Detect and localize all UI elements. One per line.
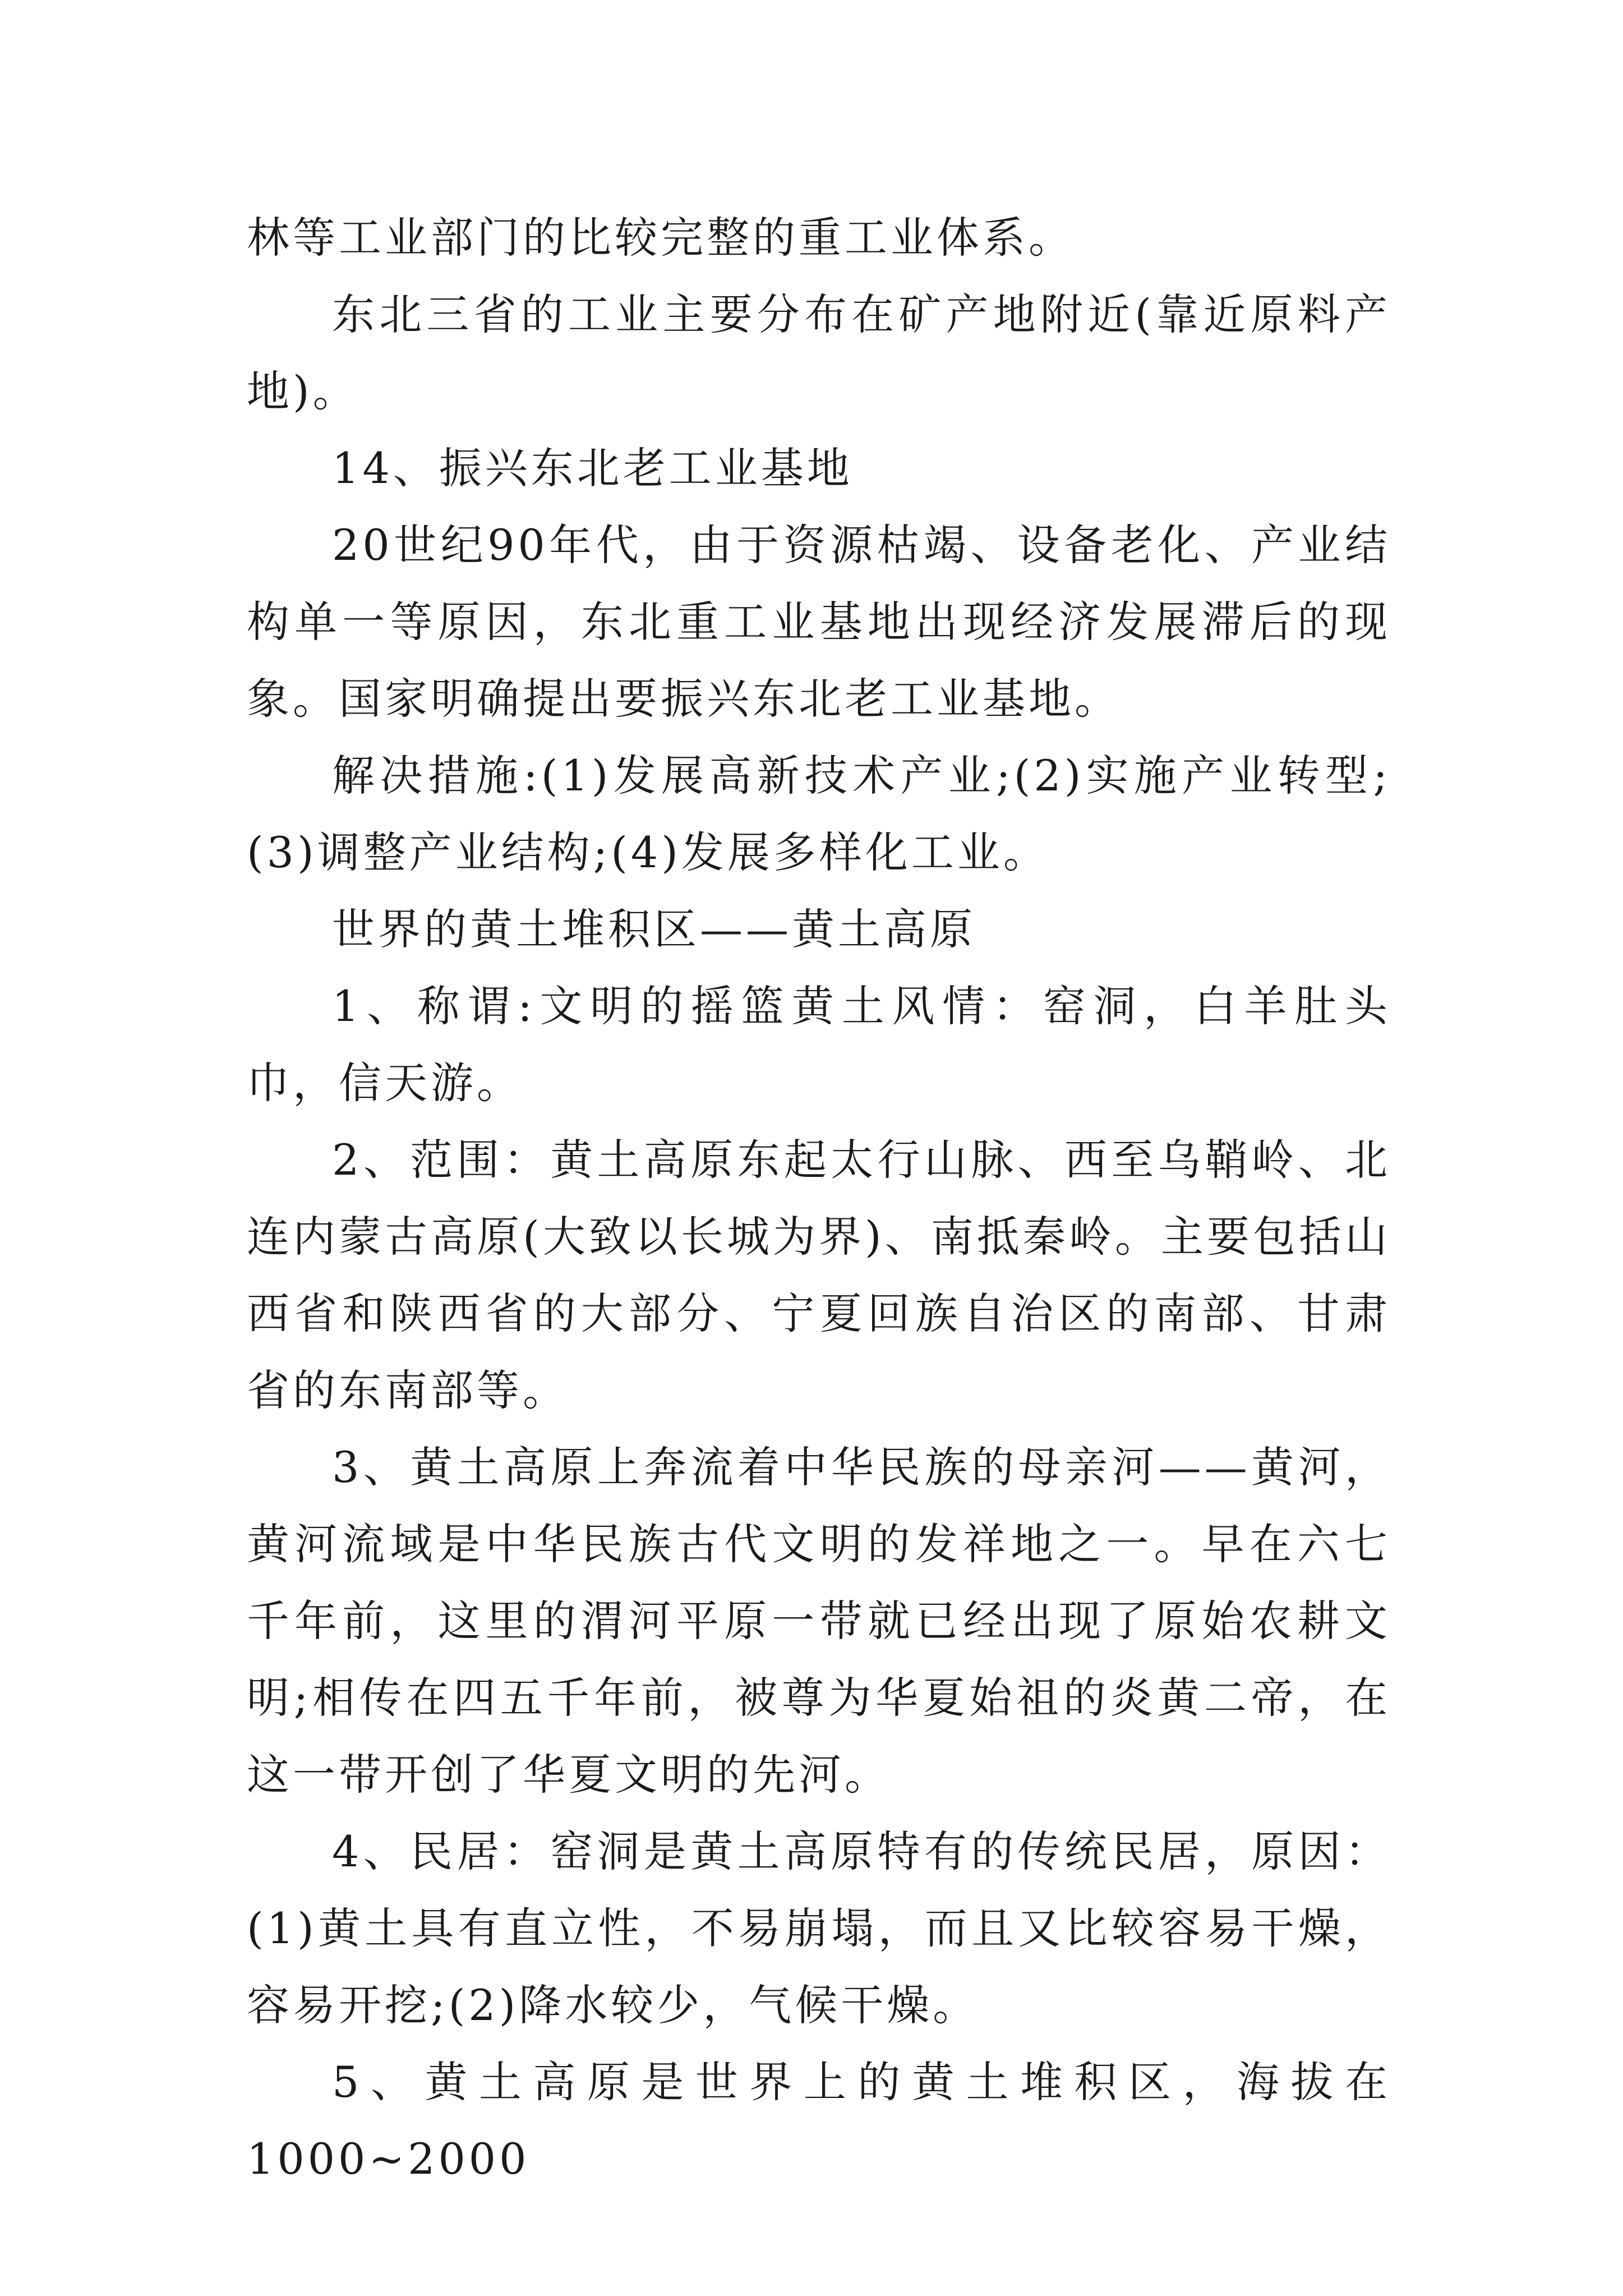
paragraph-9: 3、黄土高原上奔流着中华民族的母亲河——黄河，黄河流域是中华民族古代文明的发祥地之一。早在六七千年前，这里的渭河平原一带就已经出现了原始农耕文明;相传在四五千年前，被尊为华夏始祖的炎黄二帝，在这一带开创了华夏文明的先河。 (247, 1442, 1391, 1800)
paragraph-4: 20世纪90年代，由于资源枯竭、设备老化、产业结构单一等原因，东北重工业基地出现经济发展滞后的现象。国家明确提出要振兴东北老工业基地。 (247, 520, 1391, 724)
paragraph-1: 林等工业部门的比较完整的重工业体系。 (247, 213, 1075, 263)
document-body (247, 199, 1391, 2197)
paragraph-5: 解决措施:(1)发展高新技术产业;(2)实施产业转型;(3)调整产业结构;(4)发展多样化工业。 (247, 751, 1391, 877)
section-heading-14: 14、振兴东北老工业基地 (332, 443, 853, 493)
paragraph-2: 东北三省的工业主要分布在矿产地附近(靠近原料产地)。 (247, 289, 1391, 416)
paragraph-10: 4、民居：窑洞是黄土高原特有的传统民居，原因：(1)黄土具有直立性，不易崩塌，而且又比较容易干燥，容易开挖;(2)降水较少，气候干燥。 (247, 1826, 1391, 2030)
paragraph-11: 5、黄土高原是世界上的黄土堆积区，海拔在1000~2000 (247, 2057, 1391, 2184)
paragraph-8: 2、范围：黄土高原东起太行山脉、西至乌鞘岭、北连内蒙古高原(大致以长城为界)、南抵秦岭。主要包括山西省和陕西省的大部分、宁夏回族自治区的南部、甘肃省的东南部等。 (247, 1135, 1391, 1415)
paragraph-7: 1、称谓:文明的摇篮黄土风情：窑洞，白羊肚头巾，信天游。 (247, 981, 1391, 1108)
section-heading-loess-plateau: 世界的黄土堆积区——黄土高原 (332, 904, 976, 954)
